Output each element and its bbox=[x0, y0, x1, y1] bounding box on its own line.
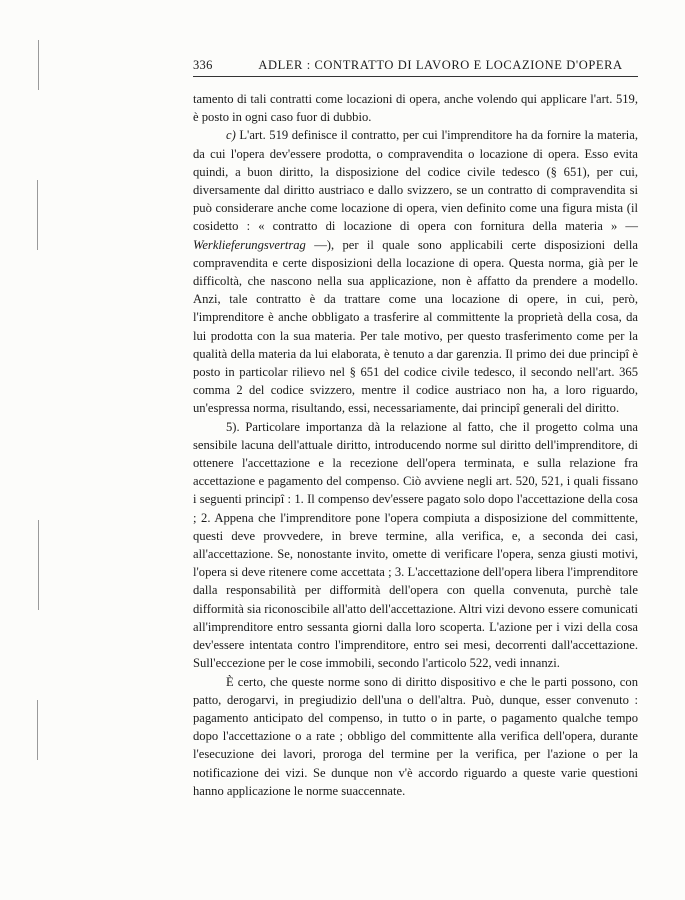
paragraph: tamento di tali contratti come locazioni di opera, anche volendo qui applicare l'art. 519, è posto in ogni caso fuor di dubbio. bbox=[193, 92, 638, 125]
margin-scan-mark bbox=[38, 520, 39, 610]
item-label: c) bbox=[226, 128, 236, 143]
margin-scan-mark bbox=[37, 180, 38, 250]
margin-scan-mark bbox=[38, 40, 39, 90]
running-header bbox=[193, 58, 638, 73]
paragraph: 5). Particolare importanza dà la relazione al fatto, che il progetto colma una sensibile lacuna dell'attuale diritto, introducendo norme sul diritto dell'imprenditore, di ottenere l'accettazione e la recezione dell'opera terminata, e sulla relazione fra accettazione e pagamento del compenso. Ciò avviene negli art. 520, 521, i quali fissano i seguenti principî : 1. Il compenso dev'essere pagato solo dopo l'accettazione della cosa ; 2. Appena che l'imprenditore pone l'opera compiuta a disposizione del committente, questi deve provvedere, in breve termine, alla verifica, e, a seconda dei casi, all'accettazione. Se, nonostante invito, omette di verificare l'opera, senza giusti motivi, l'opera si deve ritenere come accettata ; 3. L'accettazione dell'opera libera l'imprenditore dalla responsabilità per difformità dell'opera con quella convenuta, purchè tale difformità sia riconoscibile all'atto dell'accettazione. Altri vizi devono essere comunicati all'imprenditore entro sessanta giorni dalla loro scoperta. L'azione per i vizi della cosa dev'essere intentata contro l'imprenditore, entro sei mesi, decorrenti dall'accettazione. Sull'eccezione per le cose immobili, secondo l'articolo 522, vedi innanzi. bbox=[193, 419, 638, 671]
paragraph: È certo, che queste norme sono di diritto dispositivo e che le parti possono, con patto, derogarvi, in pregiudizio dell'una o dell'altra. Può, dunque, esser convenuto : pagamento anticipato del compenso, in tutto o in parte, o pagamento qualche tempo dopo l'accettazione o a rate ; obbligo del committente alla verifica dell'opera, durante l'esecuzione dei lavori, proroga del termine per la verifica, per l'azione o per la notificazione dei vizi. Se dunque non v'è accordo riguardo a queste varie questioni hanno applicazione le norme suaccennate. bbox=[193, 674, 638, 798]
body-text bbox=[193, 90, 638, 800]
paragraph: c) L'art. 519 definisce il contratto, per cui l'imprenditore ha da fornire la materia, da cui l'opera dev'essere prodotta, o compravendita o locazione di opera. Esso evita quindi, a buon diritto, la disposizione del codice civile tedesco (§ 651), per cui, diversamente dal diritto austriaco e dallo svizzero, se un contratto di compravendita si può considerare anche come locazione di opera, vien definito come una figura mista (il cosidetto : « contratto di locazione di opera con fornitura della materia » — Werklieferungsvertrag —), per il quale sono applicabili certe disposizioni della compravendita e certe disposizioni della locazione di opera. Questa norma, già per le difficoltà, che nascono nella sua applicazione, non è affatto da prendere a modello. Anzi, tale contratto è da trattare come una locazione di opere, in cui, però, l'imprenditore è anche obbligato a trasferire al committente la proprietà della cosa, da lui prodotta con la sua materia. Per tale motivo, per questo trasferimento come per la qualità della materia da lui elaborata, è tenuto a dar garenzia. Il primo dei due principî è posto in particolar rilievo nel § 651 del codice civile tedesco, il secondo nell'art. 365 comma 2 del codice svizzero, mentre il codice austriaco non ha, a loro riguardo, un'espressa norma, risultando, essi, necessariamente, dai principî generali del diritto. bbox=[193, 128, 638, 416]
margin-scan-mark bbox=[37, 700, 38, 760]
header-rule bbox=[193, 76, 638, 77]
page-number: 336 bbox=[193, 58, 213, 72]
running-title: ADLER : CONTRATTO DI LAVORO E LOCAZIONE D'OPERA bbox=[258, 58, 623, 72]
emphasized-term: Werklieferungsvertrag bbox=[193, 237, 306, 252]
